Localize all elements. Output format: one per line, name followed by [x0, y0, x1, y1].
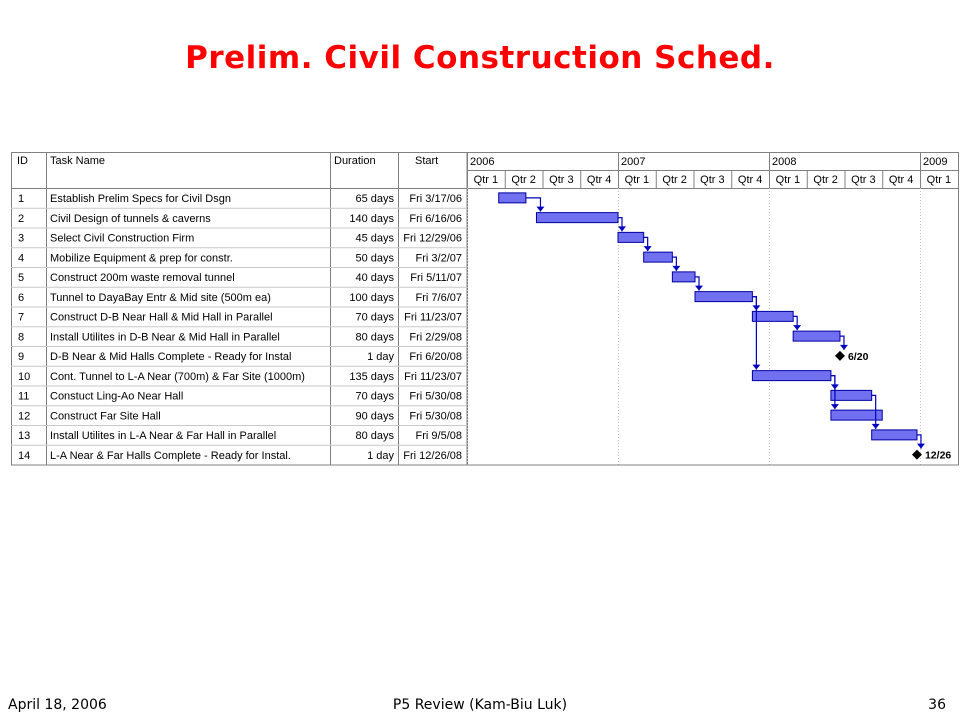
- task-bar: [618, 232, 644, 242]
- quarter-label: Qtr 3: [549, 174, 574, 186]
- task-bar: [752, 311, 793, 321]
- task-name: Cont. Tunnel to L-A Near (700m) & Far Site (1000m): [50, 370, 305, 383]
- task-id: 12: [18, 410, 31, 423]
- task-id: 5: [18, 272, 25, 284]
- task-id: 4: [18, 252, 25, 265]
- task-start: Fri 3/17/06: [409, 193, 462, 205]
- task-duration: 50 days: [355, 252, 394, 265]
- task-start: Fri 2/29/08: [409, 331, 462, 344]
- task-bar: [831, 410, 882, 420]
- quarter-label: Qtr 1: [624, 174, 650, 186]
- footer-presenter: P5 Review (Kam-Biu Luk): [392, 697, 568, 713]
- task-id: 13: [18, 430, 31, 442]
- timeline-frame: [468, 153, 959, 466]
- task-start: Fri 5/30/08: [409, 410, 462, 423]
- task-bar: [672, 272, 695, 282]
- quarter-label: Qtr 4: [586, 174, 612, 186]
- task-start: Fri 5/11/07: [410, 272, 462, 284]
- task-duration: 70 days: [355, 311, 394, 324]
- task-name: Install Utilites in L-A Near & Far Hall in Parallel: [50, 430, 277, 442]
- quarter-label: Qtr 3: [700, 174, 725, 186]
- task-duration: 1 day: [367, 449, 394, 462]
- task-id: 8: [18, 331, 25, 344]
- task-bar: [793, 331, 840, 341]
- task-duration: 135 days: [349, 370, 394, 383]
- task-id: 2: [18, 212, 25, 225]
- task-bar: [644, 252, 673, 262]
- task-duration: 45 days: [355, 232, 394, 245]
- year-label: 2007: [621, 156, 646, 168]
- task-bar: [831, 390, 872, 400]
- year-label: 2009: [923, 156, 948, 168]
- task-start: Fri 6/16/06: [409, 212, 462, 225]
- task-name: Select Civil Construction Firm: [50, 232, 195, 245]
- task-table: [11, 152, 467, 465]
- task-duration: 40 days: [355, 272, 394, 284]
- milestone-date-label: 6/20: [847, 350, 869, 363]
- column-header-duration: Duration: [334, 155, 376, 167]
- task-id: 6: [18, 291, 25, 304]
- task-id: 3: [18, 232, 25, 245]
- task-bar: [499, 193, 526, 203]
- task-id: 7: [18, 311, 25, 324]
- column-header-id: ID: [17, 155, 28, 167]
- task-duration: 65 days: [355, 193, 394, 205]
- task-name: Tunnel to DayaBay Entr & Mid site (500m ea): [50, 291, 271, 304]
- quarter-label: Qtr 1: [473, 174, 499, 186]
- quarter-label: Qtr 2: [813, 174, 838, 186]
- quarter-label: Qtr 4: [888, 174, 914, 186]
- task-name: D-B Near & Mid Halls Complete - Ready for Instal: [50, 351, 292, 363]
- slide-title: Prelim. Civil Construction Sched.: [185, 40, 775, 76]
- task-bar: [752, 371, 831, 381]
- task-name: L-A Near & Far Halls Complete - Ready for Instal.: [50, 449, 291, 462]
- task-bar: [872, 430, 917, 440]
- quarter-label: Qtr 4: [737, 174, 763, 186]
- task-id: 1: [18, 193, 25, 205]
- task-bar: [536, 213, 618, 223]
- task-start: Fri 9/5/08: [415, 430, 462, 442]
- year-label: 2008: [772, 156, 797, 168]
- task-start: Fri 11/23/07: [404, 311, 462, 324]
- task-name: Construct 200m waste removal tunnel: [50, 272, 235, 284]
- task-start: Fri 11/23/07: [404, 370, 462, 383]
- gantt-chart: [11, 152, 959, 466]
- quarter-label: Qtr 3: [851, 174, 876, 186]
- footer-date: April 18, 2006: [8, 697, 107, 713]
- task-duration: 100 days: [349, 291, 394, 304]
- task-name: Construct Far Site Hall: [50, 410, 161, 423]
- task-duration: 80 days: [355, 331, 394, 344]
- task-name: Construct D-B Near Hall & Mid Hall in Parallel: [50, 311, 273, 324]
- task-duration: 80 days: [355, 430, 394, 442]
- task-duration: 1 day: [367, 351, 394, 363]
- quarter-label: Qtr 1: [775, 174, 801, 186]
- task-start: Fri 5/30/08: [409, 390, 462, 403]
- task-name: Install Utilites in D-B Near & Mid Hall in Parallel: [50, 331, 280, 344]
- quarter-label: Qtr 2: [511, 174, 536, 186]
- task-id: 11: [18, 390, 30, 403]
- task-start: Fri 6/20/08: [409, 351, 462, 363]
- column-header-task-name: Task Name: [50, 155, 106, 167]
- quarter-label: Qtr 2: [662, 174, 687, 186]
- task-id: 14: [18, 449, 31, 462]
- task-duration: 140 days: [349, 212, 394, 225]
- task-duration: 90 days: [355, 410, 394, 423]
- task-name: Mobilize Equipment & prep for constr.: [50, 252, 233, 265]
- task-name: Establish Prelim Specs for Civil Dsgn: [50, 193, 231, 205]
- timeline: [467, 152, 959, 465]
- task-start: Fri 3/2/07: [415, 252, 462, 265]
- task-id: 10: [18, 370, 31, 383]
- column-header-start: Start: [415, 155, 439, 167]
- task-bar: [695, 292, 752, 302]
- quarter-label: Qtr 1: [926, 174, 952, 186]
- task-name: Civil Design of tunnels & caverns: [50, 212, 211, 225]
- task-start: Fri 12/26/08: [403, 449, 462, 462]
- year-label: 2006: [470, 156, 495, 168]
- task-name: Constuct Ling-Ao Near Hall: [50, 390, 184, 403]
- task-start: Fri 7/6/07: [415, 291, 462, 304]
- task-id: 9: [18, 351, 25, 363]
- milestone-date-label: 12/26: [924, 449, 952, 462]
- footer-page-number: 36: [928, 697, 946, 713]
- task-duration: 70 days: [355, 390, 394, 403]
- task-start: Fri 12/29/06: [403, 232, 462, 245]
